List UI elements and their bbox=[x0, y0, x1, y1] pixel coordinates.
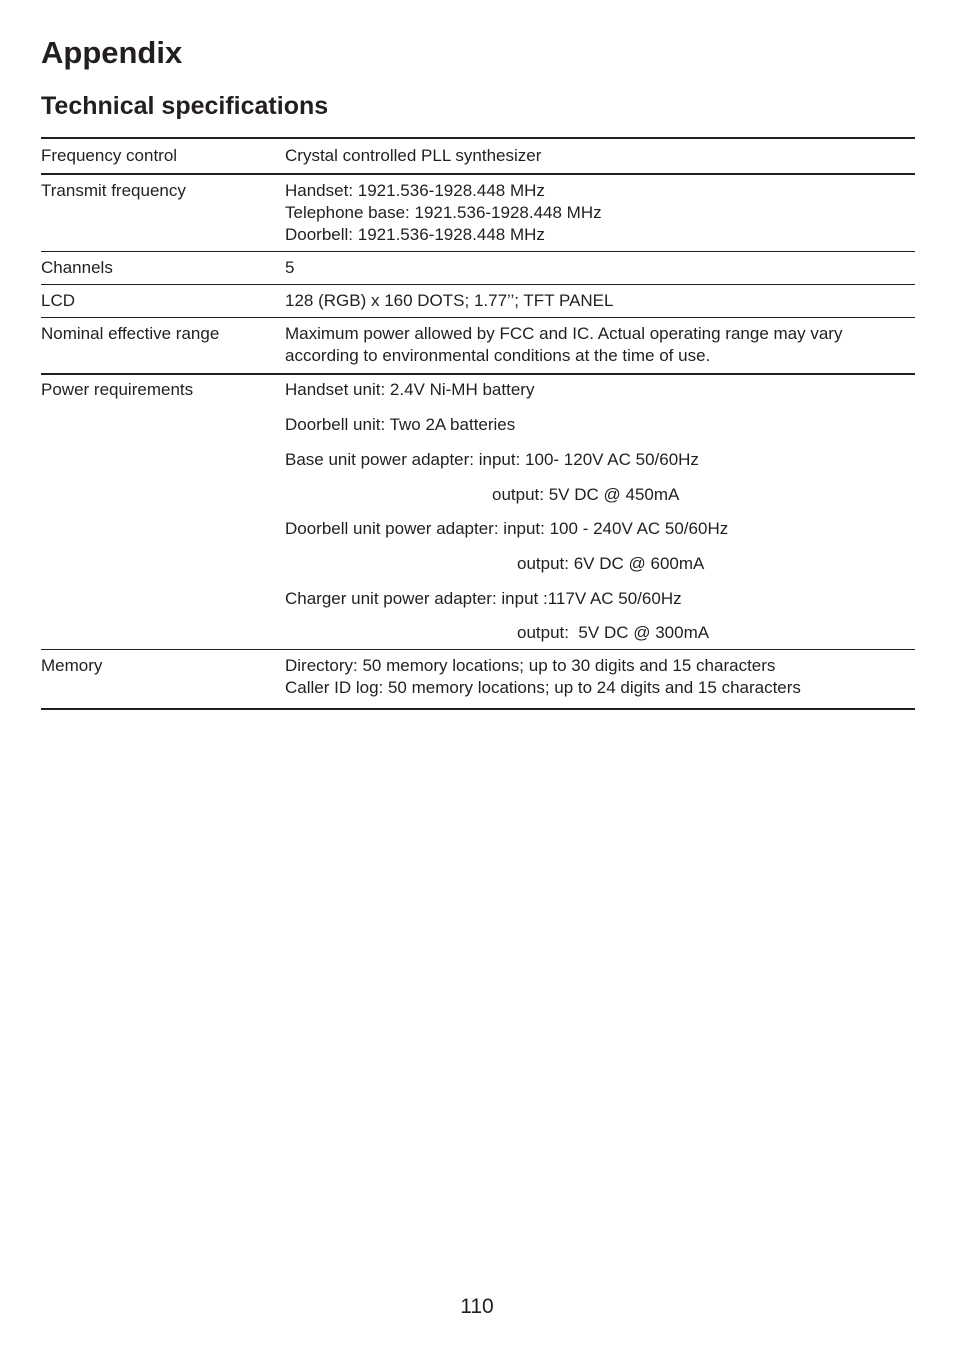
spec-value: 128 (RGB) x 160 DOTS; 1.77’’; TFT PANEL bbox=[285, 291, 614, 310]
specifications-table bbox=[41, 137, 915, 710]
page-number: 110 bbox=[460, 1295, 494, 1318]
spec-row-channels bbox=[41, 252, 915, 285]
spec-label: LCD bbox=[41, 291, 76, 310]
spec-value-line: Doorbell: 1921.536-1928.448 MHz bbox=[285, 225, 545, 244]
spec-label: Memory bbox=[41, 656, 103, 675]
spec-value-line: according to environmental conditions at the time of use. bbox=[285, 346, 711, 365]
spec-value: Crystal controlled PLL synthesizer bbox=[285, 146, 542, 165]
spec-value bbox=[285, 180, 915, 246]
spec-value-line: Handset: 1921.536-1928.448 MHz bbox=[285, 181, 545, 200]
spec-label: Channels bbox=[41, 258, 113, 277]
spec-value-line: Charger unit power adapter: input :117V AC 50/60Hz bbox=[285, 589, 682, 608]
spec-value bbox=[285, 323, 915, 367]
spec-row-nominal-effective-range bbox=[41, 318, 915, 375]
spec-value-line: Telephone base: 1921.536-1928.448 MHz bbox=[285, 203, 602, 222]
section-title: Technical specifications bbox=[41, 92, 329, 120]
spec-value-line: output: 5V DC @ 450mA bbox=[492, 485, 680, 504]
spec-row-power-requirements bbox=[41, 375, 915, 650]
spec-value-line: output: 5V DC @ 300mA bbox=[517, 623, 710, 642]
spec-value: 5 bbox=[285, 258, 295, 277]
spec-label: Transmit frequency bbox=[41, 181, 186, 200]
spec-label: Nominal effective range bbox=[41, 324, 220, 343]
page-title: Appendix bbox=[41, 35, 183, 70]
spec-row-memory bbox=[41, 650, 915, 710]
spec-value bbox=[285, 655, 915, 699]
spec-value-line: Maximum power allowed by FCC and IC. Actual operating range may vary bbox=[285, 324, 843, 343]
spec-value-line: Doorbell unit: Two 2A batteries bbox=[285, 415, 516, 434]
spec-value-line: output: 6V DC @ 600mA bbox=[517, 554, 705, 573]
spec-value-line: Handset unit: 2.4V Ni-MH battery bbox=[285, 380, 535, 399]
spec-label: Power requirements bbox=[41, 380, 194, 399]
spec-row-transmit-frequency bbox=[41, 175, 915, 252]
spec-value bbox=[285, 375, 915, 650]
spec-label: Frequency control bbox=[41, 146, 178, 165]
spec-value-line: Doorbell unit power adapter: input: 100 - 240V AC 50/60Hz bbox=[285, 519, 729, 538]
spec-value-line: Directory: 50 memory locations; up to 30 digits and 15 characters bbox=[285, 656, 776, 675]
spec-value-line: Base unit power adapter: input: 100- 120V AC 50/60Hz bbox=[285, 450, 699, 469]
spec-row-frequency-control bbox=[41, 139, 915, 175]
spec-row-lcd bbox=[41, 285, 915, 318]
spec-value-line: Caller ID log: 50 memory locations; up to 24 digits and 15 characters bbox=[285, 678, 801, 697]
